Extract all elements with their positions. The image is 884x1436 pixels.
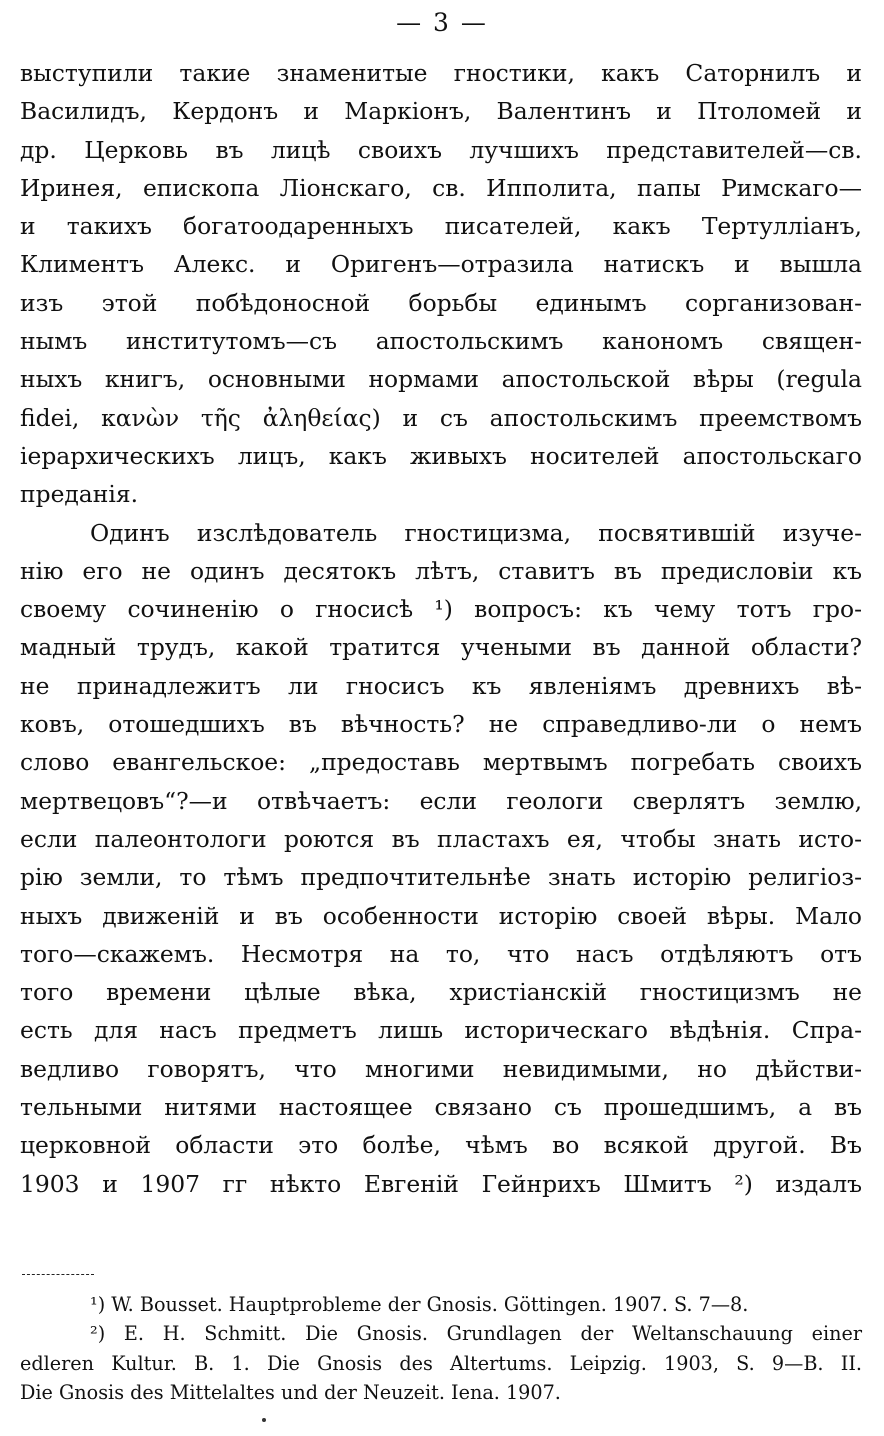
text-line: своему сочиненію о гносисѣ ¹) вопросъ: къ чему тотъ гро- <box>20 595 862 624</box>
text-line: того времени цѣлые вѣка, христіанскій гностицизмъ не <box>20 978 862 1007</box>
text-line: ныхъ движеній и въ особенности исторію своей вѣры. Мало <box>20 901 862 930</box>
text-line: выступили такие знаменитые гностики, какъ Саторнилъ и <box>20 59 862 87</box>
footnote-line: Die Gnosis des Mittelaltes und der Neuzeit. Iena. 1907. <box>20 1380 561 1404</box>
text-line: Иринея, епископа Ліонскаго, св. Ипполита, папы Римскаго— <box>20 173 862 202</box>
text-line: ныхъ книгъ, основными нормами апостольской вѣры (regula <box>20 365 862 394</box>
footnote-divider <box>22 1274 94 1275</box>
main-text <box>20 54 862 1203</box>
text-line: Василидъ, Кердонъ и Маркіонъ, Валентинъ и Птоломей и <box>20 97 862 126</box>
page-number: — 3 — <box>396 8 488 37</box>
print-speck <box>262 1418 266 1422</box>
text-line: рію земли, то тѣмъ предпочтительнѣе знать исторію религіоз- <box>20 863 862 892</box>
text-line: того—скажемъ. Несмотря на то, что насъ отдѣляютъ отъ <box>20 939 862 968</box>
text-line: есть для насъ предметъ лишь историческаго вѣдѣнія. Спра- <box>20 1016 862 1045</box>
text-line: мертвецовъ“?—и отвѣчаетъ: если геологи сверлятъ землю, <box>20 786 862 815</box>
text-line: не принадлежитъ ли гносисъ къ явленіямъ древнихъ вѣ- <box>20 671 862 700</box>
text-line: Одинъ изслѣдователь гностицизма, посвятившій изуче- <box>90 518 862 547</box>
text-line: іерархическихъ лицъ, какъ живыхъ носителей апостольскаго <box>20 441 862 470</box>
footnote-line: ¹) W. Bousset. Hauptprobleme der Gnosis. Göttingen. 1907. S. 7—8. <box>90 1293 749 1316</box>
text-line: мадный трудъ, какой тратится учеными въ данной области? <box>20 633 862 662</box>
footnote-line: ²) E. H. Schmitt. Die Gnosis. Grundlagen der Weltanschauung einer <box>90 1322 862 1346</box>
text-line: ковъ, отошедшихъ въ вѣчность? не справедливо-ли о немъ <box>20 710 862 739</box>
text-line: нію его не одинъ десятокъ лѣтъ, ставитъ въ предисловіи къ <box>20 556 862 585</box>
text-line: слово евангельское: „предоставь мертвымъ погребать своихъ <box>20 748 862 777</box>
text-line: тельными нитями настоящее связано съ прошедшимъ, а въ <box>20 1093 862 1122</box>
text-line: изъ этой побѣдоносной борьбы единымъ сорганизован- <box>20 288 862 317</box>
text-line: церковной области это болѣе, чѣмъ во всякой другой. Въ <box>20 1131 862 1160</box>
footnotes <box>20 1290 862 1407</box>
text-line: fidei, κανὼν τῆς ἀληθείας) и съ апостольскимъ преемствомъ <box>20 403 862 432</box>
text-line: др. Церковь въ лицѣ своихъ лучшихъ представителей—св. <box>20 135 862 164</box>
text-line: если палеонтологи роются въ пластахъ ея, чтобы знать исто- <box>20 824 862 853</box>
footnote-line: edleren Kultur. B. 1. Die Gnosis des Altertums. Leipzig. 1903, S. 9—B. II. <box>20 1351 862 1375</box>
text-line: преданія. <box>20 480 139 509</box>
text-line: Климентъ Алекс. и Оригенъ—отразила натискъ и вышла <box>20 250 862 279</box>
text-line: 1903 и 1907 гг нѣкто Евгеній Гейнрихъ Шмитъ ²) издалъ <box>20 1169 862 1198</box>
text-line: нымъ институтомъ—съ апостольскимъ канономъ священ- <box>20 327 862 356</box>
text-line: ведливо говорятъ, что многими невидимыми, но дѣйстви- <box>20 1054 862 1083</box>
text-line: и такихъ богатоодаренныхъ писателей, какъ Тертулліанъ, <box>20 212 862 241</box>
